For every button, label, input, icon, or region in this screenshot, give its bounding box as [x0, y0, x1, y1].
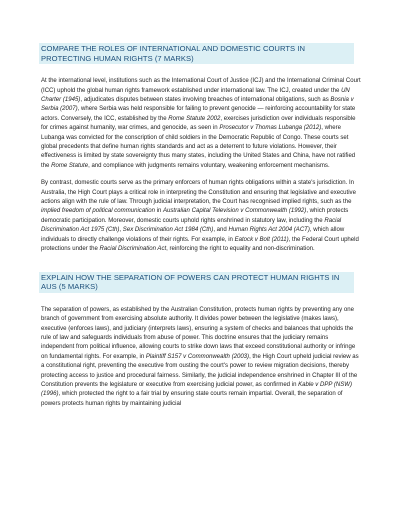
section-heading-box — [39, 43, 354, 64]
section-heading-separation-of-powers: EXPLAIN HOW THE SEPARATION OF POWERS CAN PROTECT HUMAN RIGHTS IN AUS (5 MARKS) — [41, 272, 340, 292]
section-heading-courts: COMPARE THE ROLES OF INTERNATIONAL AND DOMESTIC COURTS IN PROTECTING HUMAN RIGHTS (7 MARKS) — [41, 44, 306, 63]
paragraph-domestic-courts: By contrast, domestic courts serve as the primary enforcers of human rights obligations within a state's jurisdiction. In Australia, the High Court plays a critical role in interpreting the Constitution and ensuring that legislative and executive actions align with the rule of law. Through judicial interpretation, the Court has recognised implied rights, such as the implied freedom of political communication in Australian Capital Television v Commonwealth (1992), which protects democratic participation. Moreover, domestic courts uphold rights enshrined in statutory law, including the Racial Discrimination Act 1975 (Cth), Sex Discrimination Act 1984 (Cth), and Human Rights Act 2004 (ACT), which allow individuals to directly challenge violations of their rights. For example, in Eatock v Bolt (2011), the Federal Court upheld protections under the Racial Discrimination Act, reinforcing the right to equality and non-discrimination. — [41, 180, 359, 253]
paragraph-separation-of-powers: The separation of powers, as established by the Australian Constitution, protects human rights by preventing any one branch of government from exercising absolute authority. It divides power between the legislative (makes laws), executive (enforces laws), and judiciary (interprets laws), ensuring a system of checks and balances that upholds the rule of law and safeguards individuals from abuse of power. This doctrine ensures that the judiciary remains independent from political influence, allowing courts to strike down laws that exceed constitutional authority or infringe on fundamental rights. For example, in Plaintiff S157 v Commonwealth (2003), the High Court upheld judicial review as a constitutional right, preventing the executive from ousting the court's power to review migration decisions, thereby protecting access to justice and procedural fairness. Similarly, the judicial independence enshrined in Chapter III of the Constitution prevents the legislature or executive from exercising judicial power, as confirmed in Kable v DPP (NSW) (1996), which protected the right to a fair trial by ensuring state courts remain impartial. Overall, the separation of powers protects human rights by maintaining judicial — [41, 306, 359, 407]
section-heading-box — [39, 272, 354, 293]
paragraph-international-courts: At the international level, institutions such as the International Court of Justice (ICJ) and the International Criminal Court (ICC) uphold the global human rights framework established under international law. The ICJ, created under the UN Charter (1945), adjudicates disputes between states involving breaches of international obligations, such as Bosnia v Serbia (2007), where Serbia was held responsible for failing to prevent genocide — reinforcing accountability for state actors. Conversely, the ICC, established by the Rome Statute 2002, exercises jurisdiction over individuals responsible for crimes against humanity, war crimes, and genocide, as seen in Prosecutor v Thomas Lubanga (2012), where Lubanga was convicted for the conscription of child soldiers in the Democratic Republic of Congo. These courts set global precedents that define human rights standards and act as a deterrent to future violations. However, their effectiveness is limited by state sovereignty thus many states, including the United States and China, have not ratified the Rome Statute, and compliance with judgments remains voluntary, weakening enforcement mechanisms. — [41, 78, 361, 169]
